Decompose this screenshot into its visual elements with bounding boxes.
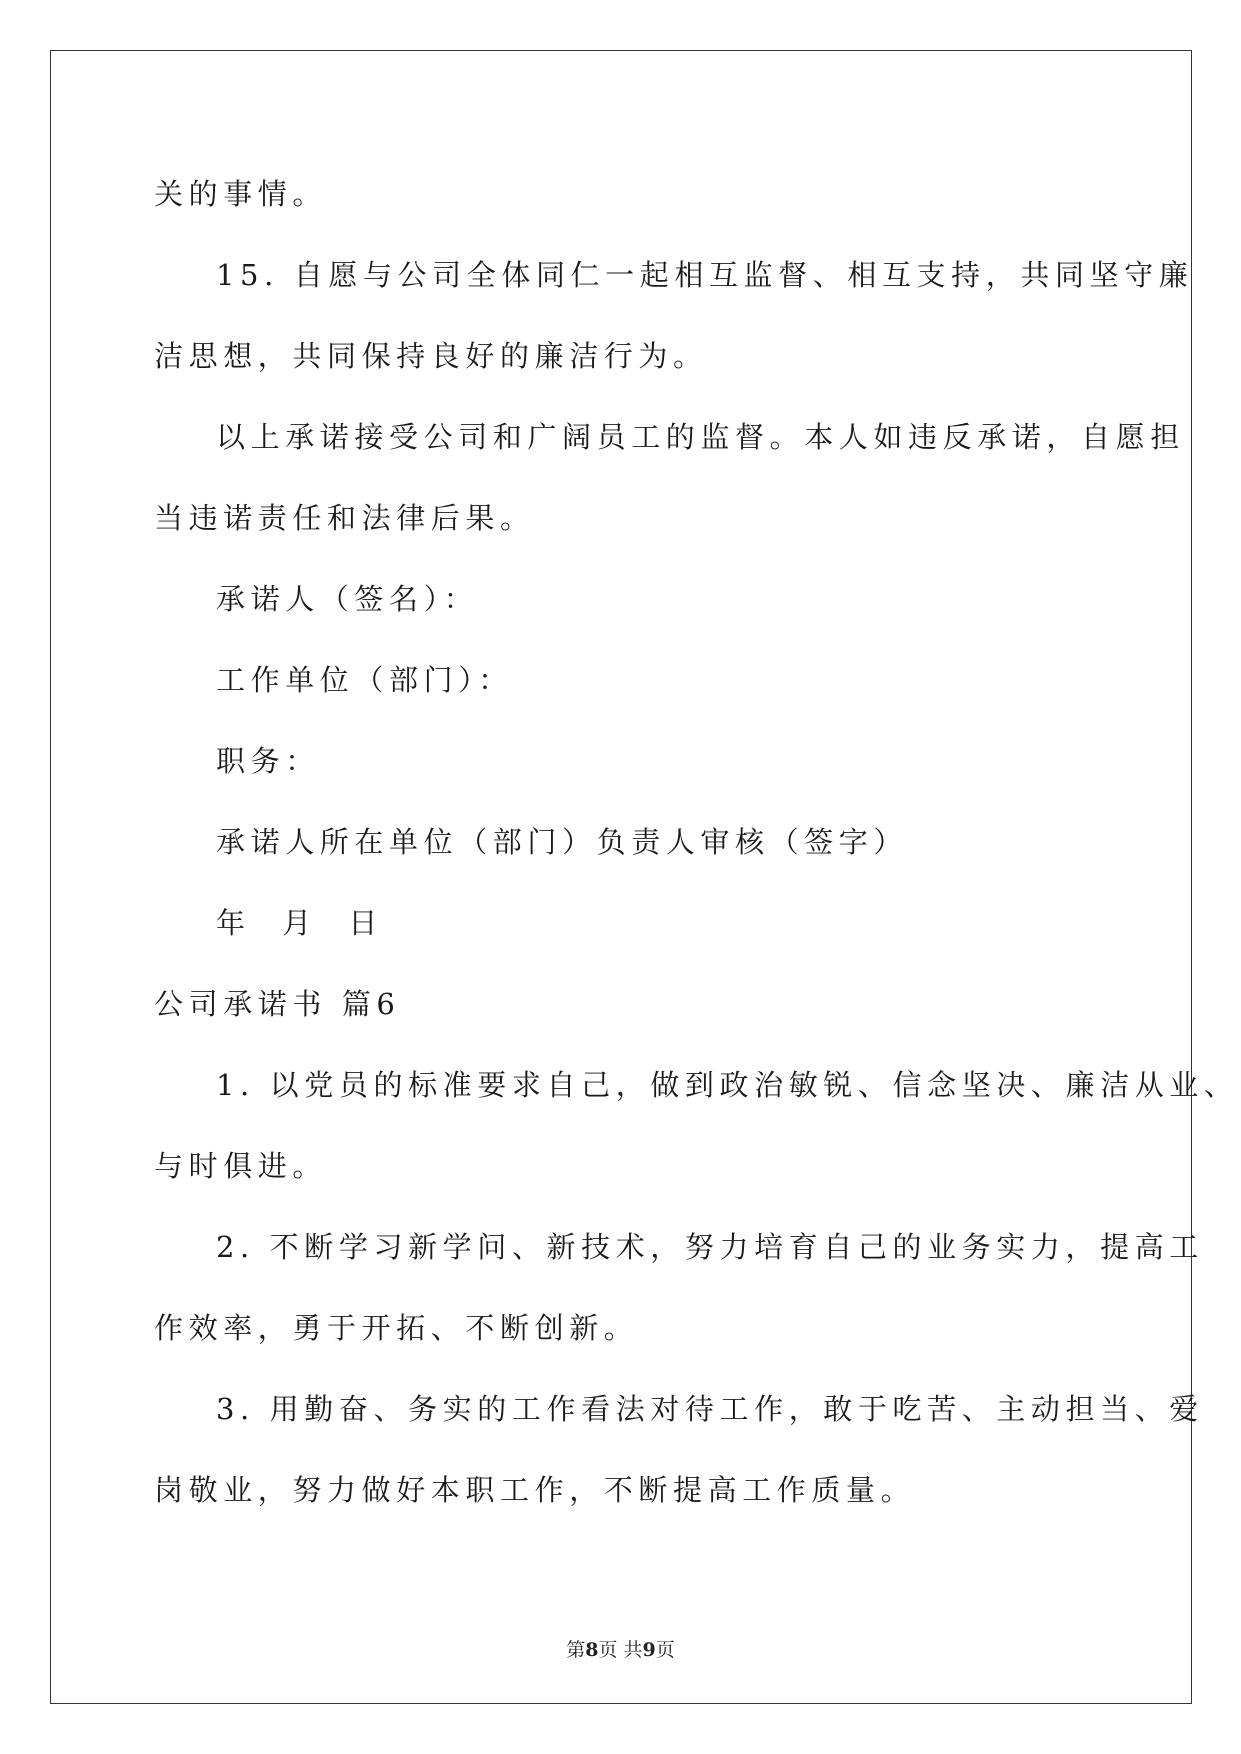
paragraph-line: 关的事情。 bbox=[154, 177, 328, 211]
footer-mid: 页 共 bbox=[598, 1639, 643, 1661]
date-label: 年 月 日 bbox=[216, 906, 392, 940]
footer-prefix: 第 bbox=[566, 1639, 586, 1661]
paragraph-line: 岗敬业，努力做好本职工作，不断提高工作质量。 bbox=[154, 1473, 916, 1507]
footer-suffix: 页 bbox=[655, 1639, 675, 1661]
review-label: 承诺人所在单位（部门）负责人审核（签字） bbox=[216, 825, 909, 859]
paragraph-line: 1. 以党员的标准要求自己，做到政治敏锐、信念坚决、廉洁从业、 bbox=[216, 1068, 1239, 1102]
page-frame bbox=[50, 50, 1192, 1704]
paragraph-line: 2. 不断学习新学问、新技术，努力培育自己的业务实力，提高工 bbox=[216, 1230, 1204, 1264]
paragraph-line: 洁思想，共同保持良好的廉洁行为。 bbox=[154, 339, 708, 373]
current-page-number: 8 bbox=[585, 1639, 599, 1661]
signature-label: 承诺人（签名）： bbox=[216, 582, 479, 616]
section-heading: 公司承诺书 篇6 bbox=[154, 987, 401, 1021]
paragraph-line: 当违诺责任和法律后果。 bbox=[154, 501, 535, 535]
paragraph-line: 3. 用勤奋、务实的工作看法对待工作，敢于吃苦、主动担当、爱 bbox=[216, 1392, 1204, 1426]
position-label: 职务： bbox=[216, 744, 320, 778]
page-footer bbox=[0, 1638, 1241, 1662]
department-label: 工作单位（部门）： bbox=[216, 663, 513, 697]
total-page-number: 9 bbox=[642, 1639, 656, 1661]
paragraph-line: 以上承诺接受公司和广阔员工的监督。本人如违反承诺，自愿担 bbox=[216, 420, 1185, 454]
paragraph-line: 与时俱进。 bbox=[154, 1149, 328, 1183]
paragraph-line: 作效率，勇于开拓、不断创新。 bbox=[154, 1311, 639, 1345]
paragraph-line: 15. 自愿与公司全体同仁一起相互监督、相互支持，共同坚守廉 bbox=[216, 258, 1194, 292]
